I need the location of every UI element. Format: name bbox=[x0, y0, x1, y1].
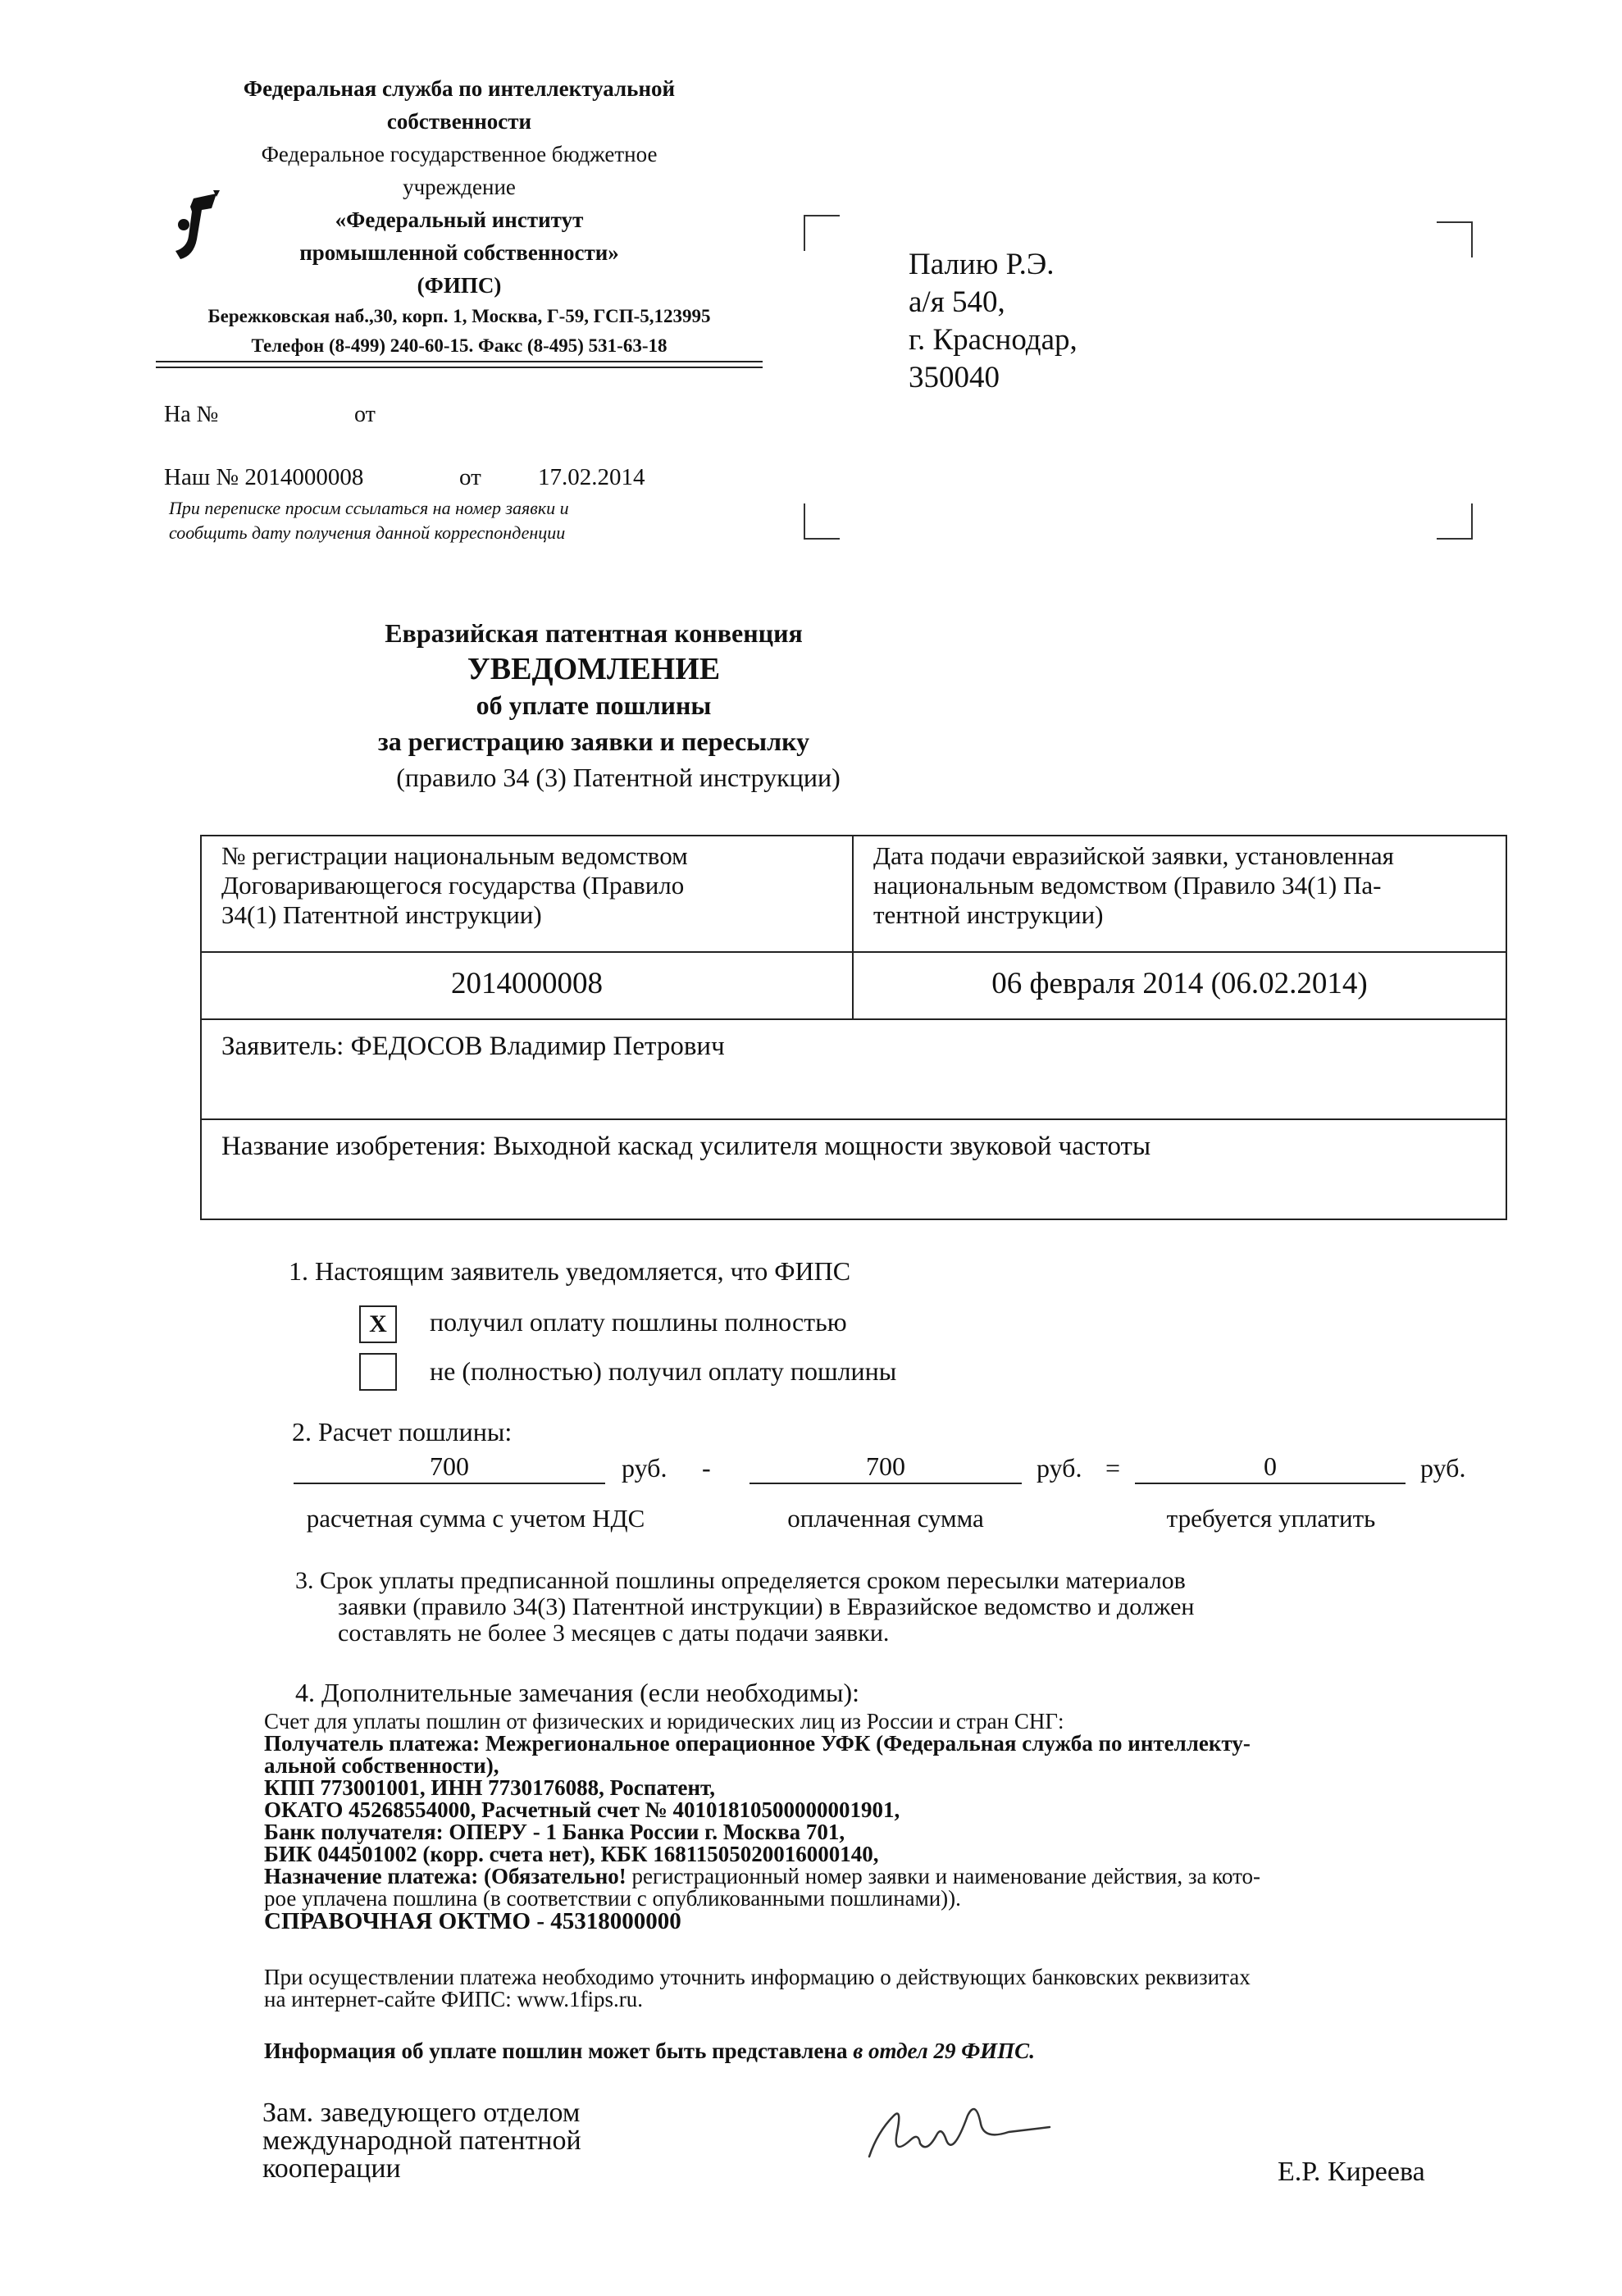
address-corner-bottom-left bbox=[804, 503, 840, 540]
our-ref-number: Наш № 2014000008 bbox=[164, 464, 364, 490]
their-ref-date-label: от bbox=[354, 402, 376, 427]
notice-title bbox=[225, 615, 963, 795]
reg-number-header bbox=[202, 836, 854, 951]
table-values-row bbox=[202, 953, 1506, 1020]
section3-line2: заявки (правило 34(3) Патентной инструкции) в Евразийское ведомство и должен bbox=[338, 1593, 1195, 1620]
filing-date-header-l3: тентной инструкции) bbox=[873, 900, 1104, 929]
equals-sign: = bbox=[1105, 1453, 1121, 1483]
payment-purpose-line2: рое уплачена пошлина (в соответствии с опубликованными пошлинами)). bbox=[264, 1886, 961, 1911]
fee-received-checkbox[interactable]: Х bbox=[359, 1305, 397, 1343]
fee-calculated-currency: руб. bbox=[622, 1453, 667, 1483]
bank-intro: Счет для уплаты пошлин от физических и юридических лиц из России и стран СНГ: bbox=[264, 1709, 1064, 1733]
title-notice: УВЕДОМЛЕНИЕ bbox=[467, 652, 721, 686]
bank-recipient-line1: Получатель платежа: Межрегиональное операционное УФК (Федеральная служба по интеллекту- bbox=[264, 1731, 1251, 1756]
signatory-position bbox=[262, 2099, 581, 2183]
application-details-table bbox=[200, 835, 1507, 1220]
filing-date-value: 06 февраля 2014 (06.02.2014) bbox=[991, 967, 1368, 1000]
oktmo-reference: СПРАВОЧНАЯ ОКТМО - 45318000000 bbox=[264, 1908, 681, 1934]
org-type-line2: учреждение bbox=[403, 175, 516, 199]
signatory-name: Е.Р. Киреева bbox=[1278, 2157, 1425, 2187]
reg-number-header-l2: Договаривающегося государства (Правило bbox=[221, 871, 685, 900]
applicant-value: Заявитель: ФЕДОСОВ Владимир Петрович bbox=[221, 1032, 725, 1061]
recipient-name: Палию Р.Э. bbox=[909, 248, 1055, 281]
filing-date-header bbox=[854, 836, 1506, 951]
fee-not-received-checkbox[interactable] bbox=[359, 1353, 397, 1391]
title-subject-line1: об уплате пошлины bbox=[476, 690, 712, 720]
institute-name-line2: промышленной собственности» bbox=[299, 240, 619, 265]
bank-check-note-line1: При осуществлении платежа необходимо уточнить информацию о действующих банковских реквизитах bbox=[264, 1965, 1251, 1989]
filing-date-header-l1: Дата подачи евразийской заявки, установленная bbox=[873, 841, 1394, 870]
our-ref-date-label: от bbox=[459, 464, 481, 490]
fee-paid-value: 700 bbox=[749, 1450, 1022, 1484]
institute-abbr: (ФИПС) bbox=[417, 273, 502, 298]
signatory-position-l2: международной патентной bbox=[262, 2125, 581, 2156]
correspondence-note-line1: При переписке просим ссылаться на номер заявки и bbox=[169, 498, 569, 518]
their-ref-label: На № bbox=[164, 402, 219, 427]
payment-purpose-line1 bbox=[264, 1866, 1260, 1888]
our-ref-date: 17.02.2014 bbox=[538, 464, 645, 490]
table-header-row bbox=[202, 836, 1506, 953]
address-corner-top-right bbox=[1437, 221, 1473, 257]
fips-logo-icon bbox=[169, 190, 226, 264]
recipient-postcode: 350040 bbox=[909, 361, 1000, 394]
section2-heading: 2. Расчет пошлины: bbox=[292, 1417, 513, 1446]
section1-text: 1. Настоящим заявитель уведомляется, что ФИПС bbox=[289, 1256, 851, 1286]
org-type-line1: Федеральное государственное бюджетное bbox=[261, 142, 658, 166]
recipient-address bbox=[909, 246, 1078, 397]
fee-paid-label: оплаченная сумма bbox=[787, 1504, 984, 1533]
section4-heading: 4. Дополнительные замечания (если необходимы): bbox=[295, 1678, 859, 1707]
bank-okato-account: ОКАТО 45268554000, Расчетный счет № 40101810500000001901, bbox=[264, 1797, 900, 1822]
fee-info-note bbox=[264, 2040, 1035, 2062]
address-corner-bottom-right bbox=[1437, 503, 1473, 540]
sender-header bbox=[148, 72, 771, 361]
fee-received-label: получил оплату пошлины полностью bbox=[430, 1307, 847, 1337]
bank-kpp-inn: КПП 773001001, ИНН 7730176088, Роспатент, bbox=[264, 1775, 716, 1800]
recipient-city: г. Краснодар, bbox=[909, 323, 1078, 357]
handwritten-signature-icon bbox=[861, 2083, 1058, 2181]
signatory-position-l1: Зам. заведующего отделом bbox=[262, 2098, 581, 2128]
fee-calculated-label: расчетная сумма с учетом НДС bbox=[306, 1504, 645, 1533]
bank-check-note-line2: на интернет-сайте ФИПС: www.1fips.ru. bbox=[264, 1987, 643, 2011]
recipient-po-box: а/я 540, bbox=[909, 285, 1005, 319]
sender-address: Бережковская наб.,30, корп. 1, Москва, Г-59, ГСП-5,123995 bbox=[207, 306, 711, 326]
fee-due-currency: руб. bbox=[1420, 1453, 1466, 1483]
section3-line1: 3. Срок уплаты предписанной пошлины определяется сроком пересылки материалов bbox=[295, 1567, 1186, 1594]
header-divider bbox=[156, 361, 763, 362]
institute-name-line1: «Федеральный институт bbox=[335, 207, 584, 232]
bank-name: Банк получателя: ОПЕРУ - 1 Банка России г. Москва 701, bbox=[264, 1820, 845, 1844]
filing-date-header-l2: национальным ведомством (Правило 34(1) Па- bbox=[873, 871, 1382, 900]
fee-due-label: требуется уплатить bbox=[1166, 1504, 1376, 1533]
bank-bik-kbk: БИК 044501002 (корр. счета нет), КБК 16811505020016000140, bbox=[264, 1842, 879, 1866]
fee-paid-currency: руб. bbox=[1037, 1453, 1082, 1483]
payment-purpose-text: регистрационный номер заявки и наименование действия, за кото- bbox=[626, 1864, 1261, 1888]
org-name-line1: Федеральная служба по интеллектуальной bbox=[243, 76, 676, 101]
org-name-line2: собственности bbox=[386, 109, 532, 134]
reg-number-value: 2014000008 bbox=[202, 953, 854, 1018]
correspondence-note-line2: сообщить дату получения данной корреспонденции bbox=[169, 522, 566, 543]
signatory-position-l3: кооперации bbox=[262, 2153, 401, 2184]
fee-info-department: в отдел 29 ФИПС. bbox=[853, 2039, 1035, 2063]
header-divider-double bbox=[156, 367, 763, 368]
sender-phone: Телефон (8-499) 240-60-15. Факс (8-495) 531-63-18 bbox=[251, 335, 667, 356]
fee-due-value: 0 bbox=[1135, 1450, 1406, 1484]
invention-title-value: Название изобретения: Выходной каскад усилителя мощности звуковой частоты bbox=[221, 1132, 1151, 1161]
address-corner-top-left bbox=[804, 215, 840, 251]
section3-line3: составлять не более 3 месяцев с даты подачи заявки. bbox=[338, 1620, 890, 1647]
title-subject-line2: за регистрацию заявки и пересылку bbox=[377, 727, 810, 756]
title-convention: Евразийская патентная конвенция bbox=[385, 618, 803, 648]
minus-sign: - bbox=[702, 1453, 711, 1483]
reg-number-header-l1: № регистрации национальным ведомством bbox=[221, 841, 688, 870]
fee-calculated-value: 700 bbox=[294, 1450, 605, 1484]
title-rule-ref: (правило 34 (3) Патентной инструкции) bbox=[396, 763, 841, 792]
fee-not-received-label: не (полностью) получил оплату пошлины bbox=[430, 1356, 897, 1386]
applicant-row bbox=[202, 1020, 1506, 1120]
payment-purpose-label: Назначение платежа: (Обязательно! bbox=[264, 1864, 626, 1888]
bank-recipient-line2: альной собственности), bbox=[264, 1753, 499, 1778]
reg-number-header-l3: 34(1) Патентной инструкции) bbox=[221, 900, 542, 929]
fee-info-text: Информация об уплате пошлин может быть представлена bbox=[264, 2039, 854, 2063]
invention-row bbox=[202, 1120, 1506, 1219]
